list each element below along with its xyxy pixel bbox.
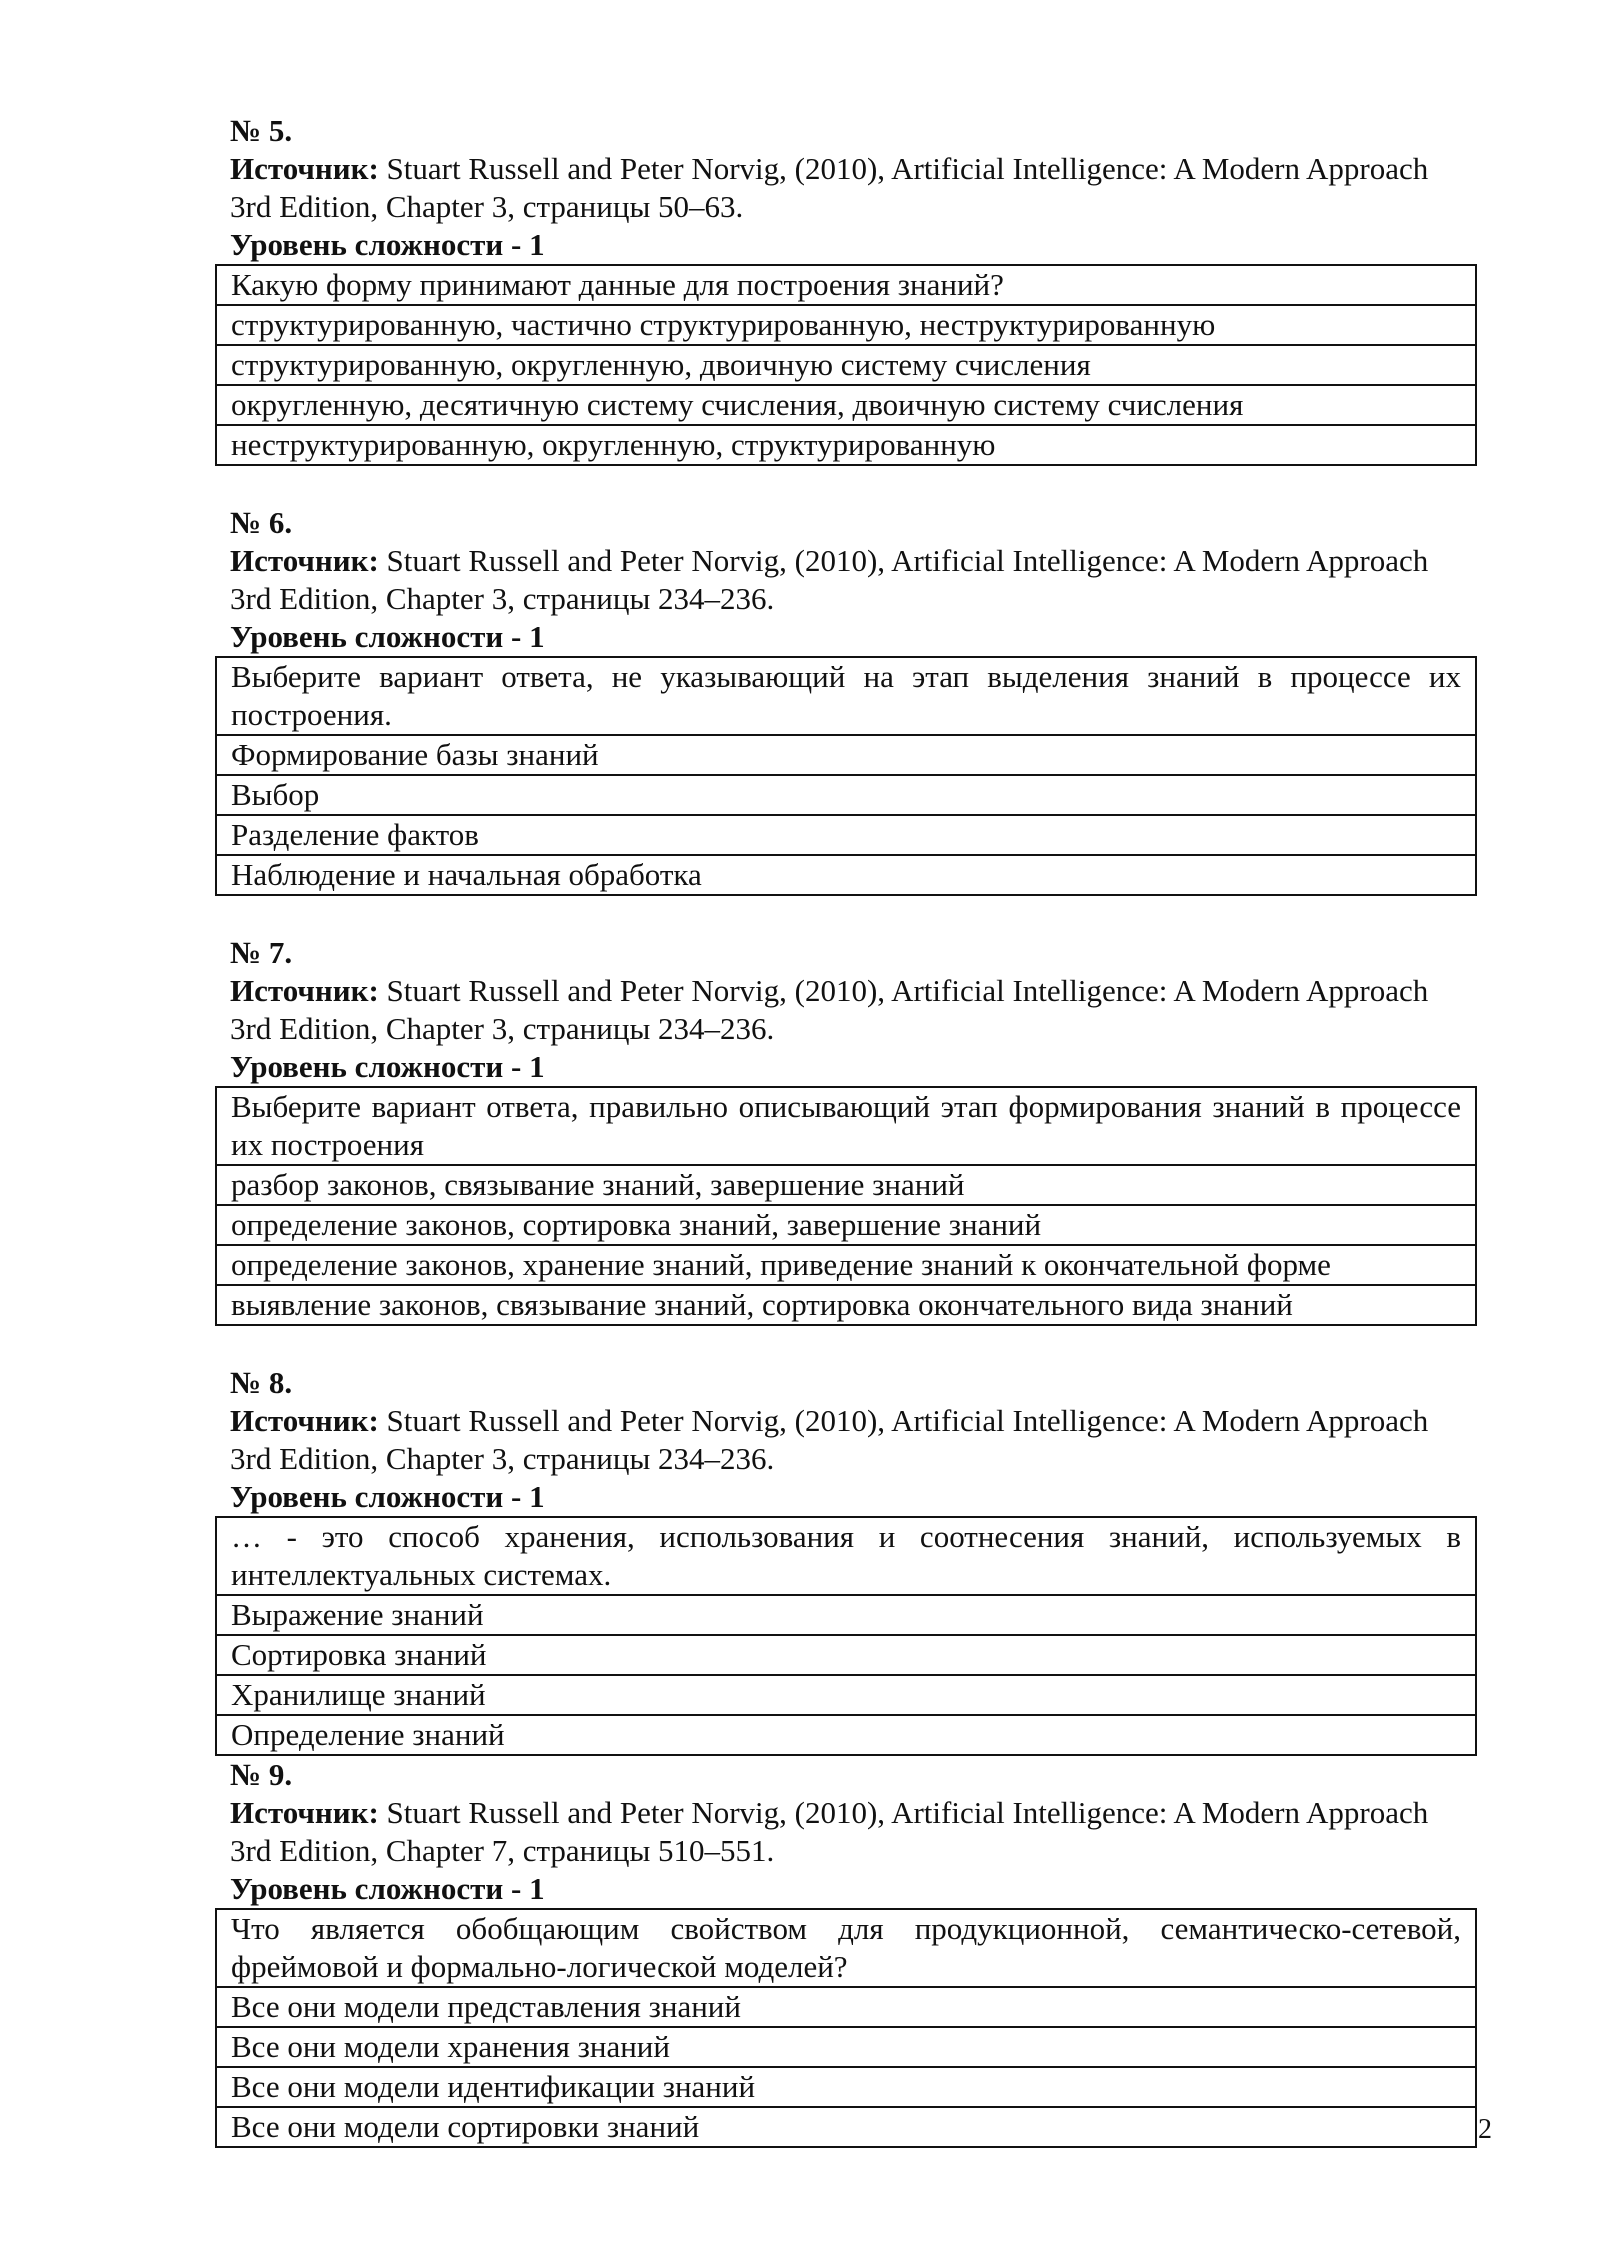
- question-9: [215, 1756, 1495, 2148]
- source-text: Stuart Russell and Peter Norvig, (2010), Artificial Intelligence: A Modern Approach: [378, 151, 1429, 186]
- answer-option: Все они модели идентификации знаний: [216, 2067, 1476, 2107]
- source-label: Источник:: [230, 151, 379, 186]
- table-row: [216, 1087, 1476, 1165]
- question-number: № 5.: [230, 113, 293, 148]
- question-8: [215, 1364, 1495, 1756]
- source-text-continued: 3rd Edition, Chapter 3, страницы 234–236.: [230, 1011, 775, 1046]
- answer-option: определение законов, сортировка знаний, завершение знаний: [216, 1205, 1476, 1245]
- answer-table: [215, 264, 1477, 466]
- question-header: [230, 112, 1495, 264]
- source-text-continued: 3rd Edition, Chapter 7, страницы 510–551.: [230, 1833, 775, 1868]
- source-text: Stuart Russell and Peter Norvig, (2010), Artificial Intelligence: A Modern Approach: [378, 973, 1429, 1008]
- difficulty-level: Уровень сложности - 1: [230, 1479, 545, 1514]
- answer-option: округленную, десятичную систему счисления, двоичную систему счисления: [216, 385, 1476, 425]
- table-row: [216, 345, 1476, 385]
- answer-option: структурированную, частично структурированную, неструктурированную: [216, 305, 1476, 345]
- question-5: [215, 112, 1495, 466]
- table-row: [216, 385, 1476, 425]
- source-label: Источник:: [230, 543, 379, 578]
- answer-option: Наблюдение и начальная обработка: [216, 855, 1476, 895]
- question-header: [230, 934, 1495, 1086]
- difficulty-level: Уровень сложности - 1: [230, 1871, 545, 1906]
- source-text-continued: 3rd Edition, Chapter 3, страницы 50–63.: [230, 189, 744, 224]
- question-number: № 9.: [230, 1757, 293, 1792]
- table-row: [216, 1285, 1476, 1325]
- question-header: [230, 1756, 1495, 1908]
- table-row: [216, 1909, 1476, 1987]
- answer-table: [215, 1086, 1477, 1326]
- question-stem: Выберите вариант ответа, не указывающий на этап выделения знаний в процессе их построения.: [216, 657, 1476, 735]
- question-source: [230, 1794, 1495, 1832]
- source-text-continued: 3rd Edition, Chapter 3, страницы 234–236.: [230, 1441, 775, 1476]
- table-row: [216, 1205, 1476, 1245]
- page-number: 2: [1478, 2114, 1492, 2145]
- answer-option: Хранилище знаний: [216, 1675, 1476, 1715]
- table-row: [216, 1675, 1476, 1715]
- answer-option: разбор законов, связывание знаний, завершение знаний: [216, 1165, 1476, 1205]
- question-number: № 7.: [230, 935, 293, 970]
- difficulty-level: Уровень сложности - 1: [230, 619, 545, 654]
- question-stem: Что является обобщающим свойством для продукционной, семантическо-сетевой, фреймовой и формально-логической моделей?: [216, 1909, 1476, 1987]
- answer-option: неструктурированную, округленную, структурированную: [216, 425, 1476, 465]
- question-7: [215, 934, 1495, 1326]
- answer-table: [215, 1516, 1477, 1756]
- question-source: [230, 972, 1495, 1010]
- question-number: № 8.: [230, 1365, 293, 1400]
- source-text: Stuart Russell and Peter Norvig, (2010), Artificial Intelligence: A Modern Approach: [378, 543, 1429, 578]
- question-header: [230, 504, 1495, 656]
- answer-option: Формирование базы знаний: [216, 735, 1476, 775]
- answer-option: Определение знаний: [216, 1715, 1476, 1755]
- answer-option: Все они модели представления знаний: [216, 1987, 1476, 2027]
- question-source: [230, 1402, 1495, 1440]
- difficulty-level: Уровень сложности - 1: [230, 227, 545, 262]
- answer-option: определение законов, хранение знаний, приведение знаний к окончательной форме: [216, 1245, 1476, 1285]
- table-row: [216, 2107, 1476, 2147]
- table-row: [216, 1595, 1476, 1635]
- table-row: [216, 305, 1476, 345]
- source-text: Stuart Russell and Peter Norvig, (2010), Artificial Intelligence: A Modern Approach: [378, 1403, 1429, 1438]
- source-label: Источник:: [230, 1403, 379, 1438]
- table-row: [216, 735, 1476, 775]
- question-number: № 6.: [230, 505, 293, 540]
- table-row: [216, 1245, 1476, 1285]
- table-row: [216, 855, 1476, 895]
- answer-option: Выбор: [216, 775, 1476, 815]
- answer-option: структурированную, округленную, двоичную систему счисления: [216, 345, 1476, 385]
- answer-table: [215, 656, 1477, 896]
- question-stem: … - это способ хранения, использования и соотнесения знаний, используемых в интеллектуальных системах.: [216, 1517, 1476, 1595]
- question-6: [215, 504, 1495, 896]
- answer-option: Разделение фактов: [216, 815, 1476, 855]
- question-stem: Какую форму принимают данные для построения знаний?: [216, 265, 1476, 305]
- table-row: [216, 657, 1476, 735]
- answer-option: выявление законов, связывание знаний, сортировка окончательного вида знаний: [216, 1285, 1476, 1325]
- answer-option: Все они модели хранения знаний: [216, 2027, 1476, 2067]
- document-page: [215, 112, 1495, 2148]
- source-label: Источник:: [230, 973, 379, 1008]
- table-row: [216, 1165, 1476, 1205]
- source-text-continued: 3rd Edition, Chapter 3, страницы 234–236.: [230, 581, 775, 616]
- table-row: [216, 1635, 1476, 1675]
- question-header: [230, 1364, 1495, 1516]
- table-row: [216, 265, 1476, 305]
- source-label: Источник:: [230, 1795, 379, 1830]
- table-row: [216, 425, 1476, 465]
- answer-option: Все они модели сортировки знаний: [216, 2107, 1476, 2147]
- table-row: [216, 1987, 1476, 2027]
- source-text: Stuart Russell and Peter Norvig, (2010), Artificial Intelligence: A Modern Approach: [378, 1795, 1429, 1830]
- question-stem: Выберите вариант ответа, правильно описывающий этап формирования знаний в процессе их построения: [216, 1087, 1476, 1165]
- table-row: [216, 775, 1476, 815]
- table-row: [216, 1517, 1476, 1595]
- table-row: [216, 1715, 1476, 1755]
- answer-option: Сортировка знаний: [216, 1635, 1476, 1675]
- answer-option: Выражение знаний: [216, 1595, 1476, 1635]
- table-row: [216, 815, 1476, 855]
- answer-table: [215, 1908, 1477, 2148]
- question-source: [230, 542, 1495, 580]
- table-row: [216, 2067, 1476, 2107]
- question-source: [230, 150, 1495, 188]
- difficulty-level: Уровень сложности - 1: [230, 1049, 545, 1084]
- table-row: [216, 2027, 1476, 2067]
